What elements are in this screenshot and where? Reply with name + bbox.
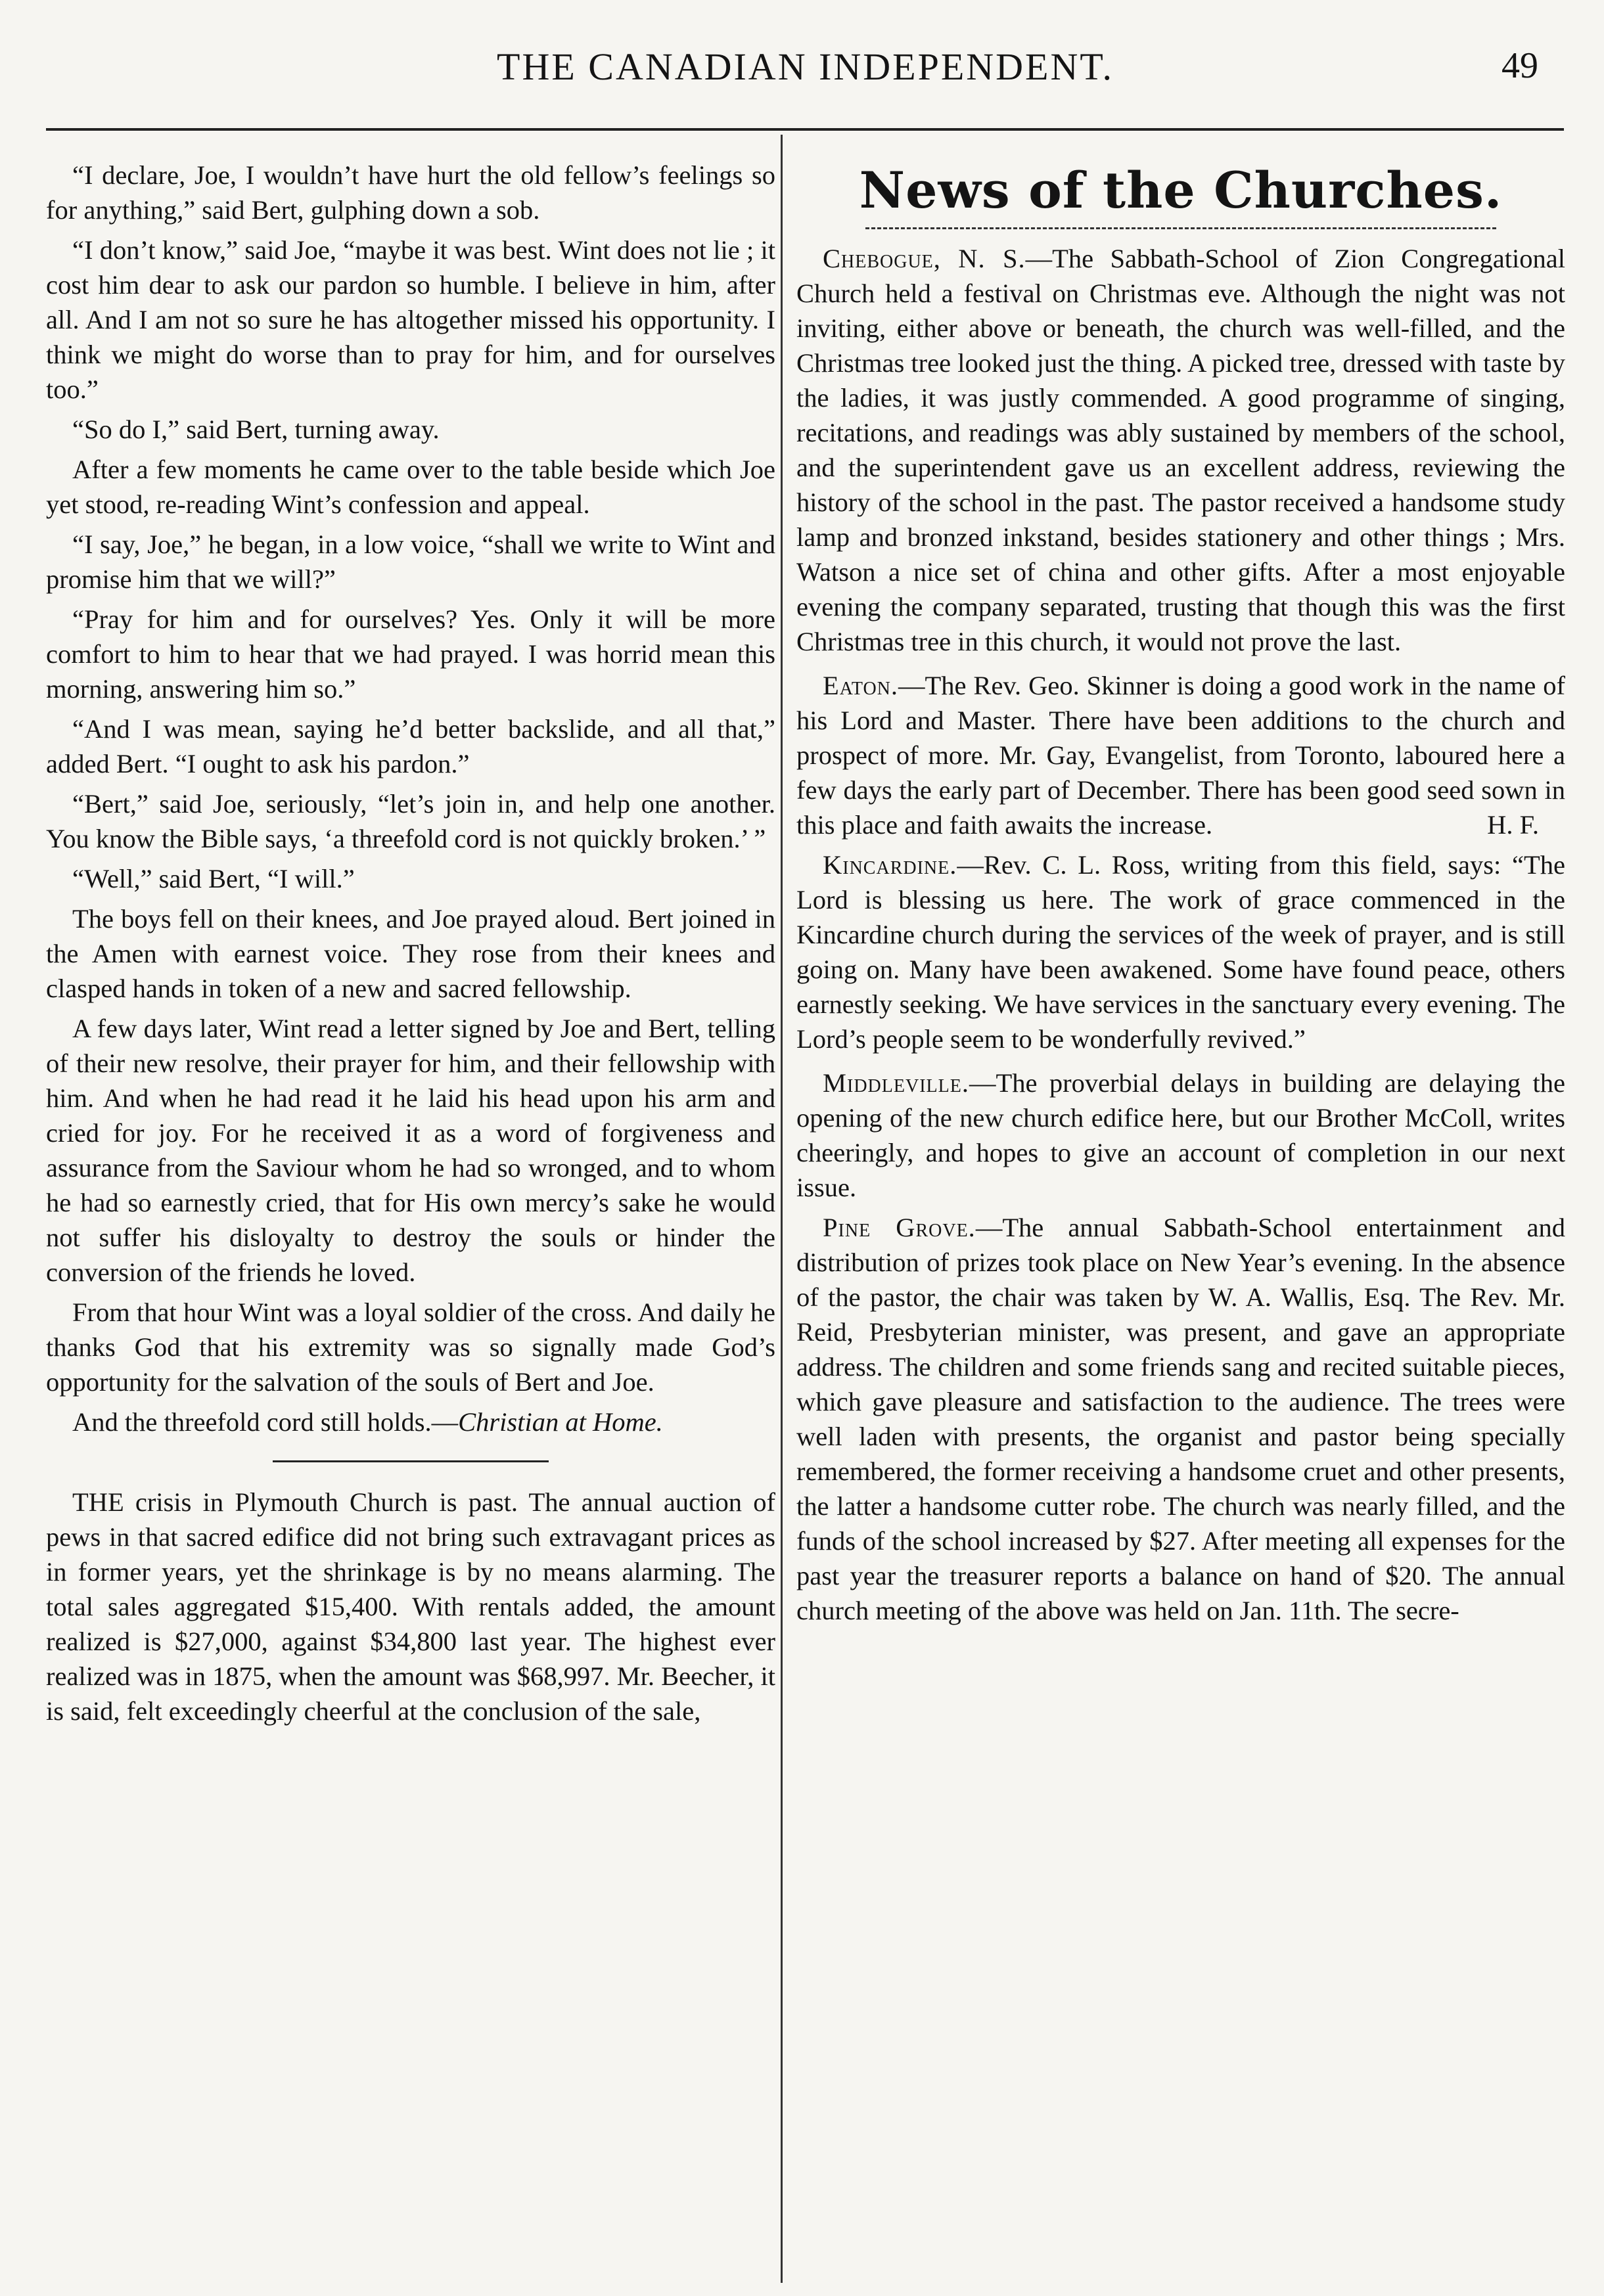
page-number: 49 bbox=[1501, 45, 1538, 86]
closing-source: Christian at Home. bbox=[458, 1407, 663, 1437]
news-item-place: Pine Grove. bbox=[823, 1213, 976, 1242]
story-paragraph: “I say, Joe,” he began, in a low voice, “shall we write to Wint and promise him that we will?” bbox=[46, 529, 775, 594]
story-paragraph: “I declare, Joe, I wouldn’t have hurt the old fellow’s feelings so for anything,” said Bert, gulphing down a sob. bbox=[46, 160, 775, 225]
page-header bbox=[46, 39, 1565, 112]
left-column bbox=[46, 158, 775, 1734]
news-section-heading: News of the Churches. bbox=[859, 161, 1503, 219]
news-item-text: —Rev. C. L. Ross, writing from this field, says: “The Lord is blessing us here. The work of grace commenced in the Kincardine church during the services of the week of prayer, and is still going on. Many have been awakened. Some have found peace, others earnestly seeking. We have services in the sanctuary every evening. The Lord’s people seem to be wonderfully revived.” bbox=[796, 850, 1565, 1054]
story-paragraph: “I don’t know,” said Joe, “maybe it was best. Wint does not lie ; it cost him dear to ask our pardon so humble. I believe in him, after all. And I am not so sure he has altogether missed his opportunity. I think we might do worse than to pray for him, and for ourselves too.” bbox=[46, 235, 775, 404]
right-column bbox=[796, 158, 1565, 1633]
news-item-text: —The Rev. Geo. Skinner is doing a good work in the name of his Lord and Master. There have been additions to the church and prospect of more. Mr. Gay, Evangelist, from Toronto, laboured here a few days the early part of December. There has been good seed sown in this place and faith awaits the increase. bbox=[796, 671, 1565, 840]
plymouth-church-paragraph: THE crisis in Plymouth Church is past. The annual auction of pews in that sacred edifice did not bring such extravagant prices as in former years, yet the shrinkage is by no means alarming. The total sales aggregated $15,400. With rentals added, the amount realized is $27,000, against $34,800 last year. The highest ever realized was in 1875, when the amount was $68,997. Mr. Beecher, it is said, felt exceedingly cheerful at the conclusion of the sale, bbox=[46, 1487, 775, 1726]
story-paragraph: “Bert,” said Joe, seriously, “let’s join in, and help one another. You know the Bible says, ‘a threefold cord is not quickly broken.’ ” bbox=[46, 789, 775, 853]
story-paragraph: “Pray for him and for ourselves? Yes. Only it will be more comfort to him to hear that we had prayed. I was horrid mean this morning, answering him so.” bbox=[46, 604, 775, 704]
heading-rule bbox=[865, 227, 1496, 229]
news-item-place: Middleville. bbox=[823, 1068, 969, 1098]
story-paragraph: From that hour Wint was a loyal soldier of the cross. And daily he thanks God that his extremity was so signally made God’s opportunity for the salvation of the souls of Bert and Joe. bbox=[46, 1297, 775, 1397]
news-item-place: Kincardine. bbox=[823, 850, 957, 880]
news-item-place: Chebogue, N. S. bbox=[823, 244, 1026, 273]
news-item-middleville bbox=[796, 1066, 1565, 1205]
news-item-text: —The proverbial delays in building are delaying the opening of the new church edifice here, but our Brother McColl, writes cheeringly, and hopes to give an account of completion in our next issue. bbox=[796, 1068, 1565, 1202]
news-item-kincardine bbox=[796, 847, 1565, 1056]
news-item-text: —The annual Sabbath-School entertainment and distribution of prizes took place on New Year’s evening. In the absence of the pastor, the chair was taken by W. A. Wallis, Esq. The Rev. Mr. Reid, Presbyterian minister, was present, and gave an appropriate address. The children and some friends sang and recited suitable pieces, which gave pleasure and satisfaction to the audience. The trees were well laden with presents, the organist and pastor being specially remembered, the former receiving a handsome cruet and other presents, the latter a handsome cutter robe. The church was nearly filled, and the funds of the school increased by $27. After meeting all expenses for the past year the treasurer reports a balance on hand of $20. The annual church meeting of the above was held on Jan. 11th. The secre- bbox=[796, 1213, 1565, 1625]
story-paragraph: “So do I,” said Bert, turning away. bbox=[72, 415, 440, 444]
column-divider bbox=[781, 135, 783, 2283]
closing-text: And the threefold cord still holds.— bbox=[72, 1407, 459, 1437]
news-item-place: Eaton. bbox=[823, 671, 899, 700]
story-paragraph: “And I was mean, saying he’d better backslide, and all that,” added Bert. “I ought to ask his pardon.” bbox=[46, 714, 775, 778]
story-paragraph: After a few moments he came over to the table beside which Joe yet stood, re-reading Wint’s confession and appeal. bbox=[46, 455, 775, 519]
story-closing bbox=[46, 1405, 775, 1439]
news-item-eaton bbox=[796, 668, 1565, 842]
news-item-pine-grove bbox=[796, 1210, 1565, 1628]
story-paragraph: A few days later, Wint read a letter signed by Joe and Bert, telling of their new resolve, their prayer for him, and their fellowship with him. And when he had read it he laid his head upon his arm and cried for joy. For he received it as a word of forgiveness and assurance from the Saviour whom he had so wronged, and to whom he had so earnestly cried, that for His own mercy’s sake he would not suffer his disloyalty to destroy the souls or hinder the conversion of the friends he loved. bbox=[46, 1014, 775, 1287]
section-rule bbox=[273, 1460, 549, 1462]
story-paragraph: “Well,” said Bert, “I will.” bbox=[72, 864, 355, 893]
news-item-chebogue bbox=[796, 241, 1565, 659]
story-paragraph: The boys fell on their knees, and Joe prayed aloud. Bert joined in the Amen with earnest voice. They rose from their knees and clasped hands in token of a new and sacred fellowship. bbox=[46, 904, 775, 1003]
news-item-signature: H. F. bbox=[1487, 810, 1539, 840]
publication-title: THE CANADIAN INDEPENDENT. bbox=[497, 45, 1114, 88]
header-rule bbox=[46, 128, 1564, 131]
news-item-text: —The Sabbath-School of Zion Congregational Church held a festival on Christmas eve. Although the night was not inviting, either above or beneath, the church was well-filled, and the Christmas tree looked just the thing. A picked tree, dressed with taste by the ladies, it was justly commended. A good programme of singing, recitations, and readings was ably sustained by members of the school, and the superintendent gave us an excellent address, reviewing the history of the school in the past. The pastor received a handsome study lamp and bronzed inkstand, besides stationery and other things ; Mrs. Watson a nice set of china and other gifts. After a most enjoyable evening the company separated, trusting that though this was the first Christmas tree in this church, it would not prove the last. bbox=[796, 244, 1565, 656]
